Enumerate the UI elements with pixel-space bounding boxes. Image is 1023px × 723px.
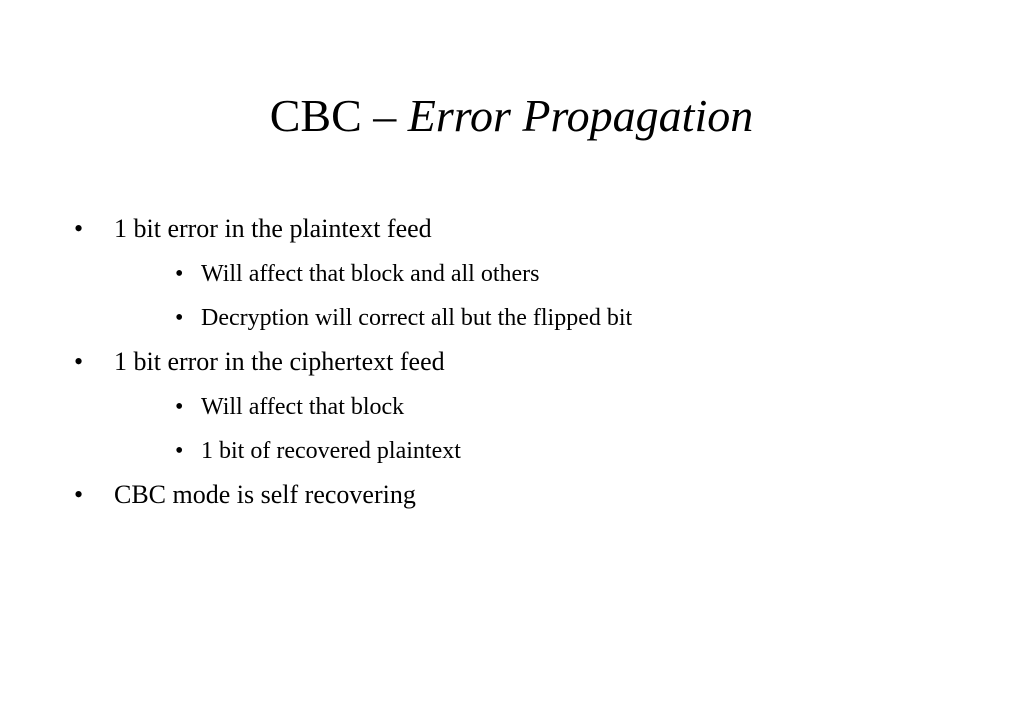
bullet-dot: • [175, 394, 184, 420]
bullet-text: Decryption will correct all but the flipped bit [201, 305, 633, 331]
bullet-text: 1 bit of recovered plaintext [201, 438, 461, 464]
bullet-text: 1 bit error in the plaintext feed [114, 214, 432, 243]
bullet-dot: • [74, 347, 84, 376]
bullet-dot: • [175, 261, 184, 287]
bullet-text: CBC mode is self recovering [114, 480, 416, 509]
bullet-text: Will affect that block and all others [201, 261, 540, 287]
bullet-dot: • [74, 480, 84, 509]
bullet-dot: • [74, 214, 84, 243]
bullet-dot: • [175, 305, 184, 331]
bullet-text: Will affect that block [201, 394, 405, 420]
title-prefix: CBC – [269, 90, 408, 141]
bullet-text: 1 bit error in the ciphertext feed [114, 347, 445, 376]
bullet-dot: • [175, 438, 184, 464]
title-italic-text: Error Propagation [407, 90, 754, 141]
